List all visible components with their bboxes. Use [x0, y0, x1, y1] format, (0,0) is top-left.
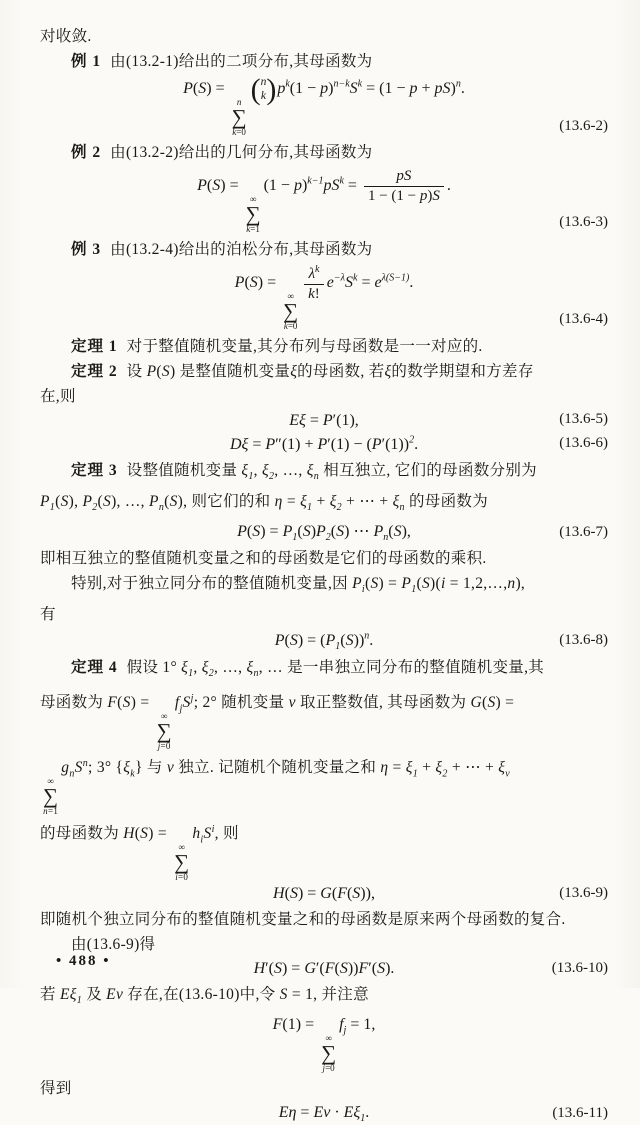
- equation-number: (13.6-3): [559, 214, 608, 231]
- theorem-4-line-1: 定理 4 假设 1° $\xi_1$, $\xi_2$, …, $\xi_n$, … 是一串独立同分布的整值随机变量,其: [71, 658, 545, 679]
- equation-number: (13.6-9): [559, 884, 608, 901]
- equation-number: (13.6-7): [559, 523, 608, 540]
- example-3-heading: 例 3 由(13.2-4)给出的泊松分布,其母函数为: [71, 240, 373, 258]
- theorem-2-line-1: 定理 2 设 P(S) 是整值随机变量ξ的母函数, 若ξ的数学期望和方差存: [71, 362, 534, 380]
- equation-13-6-9: [40, 884, 608, 905]
- paragraph-label: 定理 1: [71, 337, 118, 355]
- theorem-3-line-1: 定理 3 设整值随机变量 $\xi_1$, $\xi_2$, …, $\xi_n$ 相互独立, 它们的母函数分别为: [71, 461, 537, 482]
- special-case-line-1: 特别,对于独立同分布的整值随机变量,因 $P_i(S) = P_1(S)(i$ = 1,2,…,n),: [71, 575, 526, 596]
- equation-13-6-10: [40, 959, 608, 980]
- equation-number: (13.6-6): [559, 435, 608, 452]
- theorem-3-line-2: $P_1(S)$, $P_2(S)$, …, $P_n(S)$, 则它们的和 $\eta = \xi_1 + \xi_2$ + ⋯ + $\xi_n$ 的母函数为: [40, 492, 488, 514]
- example-2-heading: 例 2 由(13.2-2)给出的几何分布,其母函数为: [71, 144, 373, 162]
- equation-13-6-4: [40, 264, 608, 332]
- equation-body: F(1) = ∞ ∑ j=0 $f_j = 1$,: [272, 1016, 376, 1073]
- equation-body: $P(S) = (P_1(S))^n$.: [274, 630, 374, 652]
- equation-13-6-3: [40, 167, 608, 235]
- equation-body: P(S) = n ∑ k=0 ( n k ) $p^k(1 - p)^{n-k}S^k = (1 - p + pS)^n$.: [183, 73, 465, 138]
- theorem-1: 定理 1 对于整值随机变量,其分布列与母函数是一一对应的.: [71, 337, 483, 355]
- theorem-2-line-2: 在,则: [40, 387, 76, 405]
- equation-f-of-1: [40, 1015, 608, 1074]
- special-case-line-2: 有: [40, 606, 56, 624]
- equation-number: (13.6-5): [559, 411, 608, 428]
- equation-number: (13.6-8): [559, 632, 608, 649]
- page-number: • 488 •: [56, 953, 111, 969]
- paragraph-label: 定理 2: [71, 362, 118, 380]
- paragraph-label: 例 1: [71, 53, 102, 70]
- paragraph-label: 例 3: [71, 240, 102, 258]
- equation-body: P(S) = ∞ ∑ k=1 $(1 - p)^{k-1}pS^k$ = $\frac{pS}{1 - (1 - p)S}$ .: [197, 168, 451, 234]
- equation-13-6-6: [40, 434, 608, 456]
- equation-body: $D\xi = P''(1) + P'(1) - (P'(1))^2$.: [229, 434, 419, 454]
- equation-number: (13.6-2): [559, 117, 608, 134]
- equation-13-6-11: [40, 1103, 608, 1125]
- theorem-4-line-2: 母函数为 F(S) = ∞ ∑ j=0 $f_jS^j$; 2° 随机变量 ν 取正整数值, 其母函数为 G(S) =: [40, 692, 515, 751]
- equation-number: (13.6-10): [551, 959, 608, 976]
- page-content: [40, 24, 608, 1125]
- equation-number: (13.6-4): [559, 311, 608, 328]
- equation-body: P(S) = ∞ ∑ k=0 $\frac{\lambda^k}{k!}$ $e^{-\lambda}S^k = e^{\lambda(S-1)}$.: [234, 263, 414, 332]
- equation-body: H(S) = G(F(S)),: [273, 885, 375, 903]
- equation-body: Eξ = P′(1),: [289, 411, 359, 429]
- condition-line: 若 $E\xi_1$ 及 Eν 存在,在(13.6-10)中,令 S = 1, 并注意: [40, 986, 369, 1007]
- equation-body: $P(S) = P_1(S)P_2(S)$ ⋯ $P_n(S)$,: [237, 523, 411, 544]
- remark-composition: 即随机个独立同分布的整值随机变量之和的母函数是原来两个母函数的复合.: [40, 911, 566, 929]
- theorem-4-line-3: ∞ ∑ n=1 $g_nS^n$; 3° $\{\xi_k\}$ 与 ν 独立. 记随机个随机变量之和 $\eta = \xi_1 + \xi_2$ + ⋯ + $\xi_\nu$: [43, 758, 510, 817]
- intro-line: 对收敛.: [40, 28, 92, 45]
- equation-13-6-5: [40, 411, 608, 432]
- remark-product: 即相互独立的整值随机变量之和的母函数是它们的母函数的乘积.: [40, 550, 487, 568]
- equation-body: H′(S) = G′(F(S))F′(S).: [253, 960, 395, 978]
- equation-number: (13.6-11): [552, 1104, 608, 1121]
- paragraph-label: 定理 3: [71, 461, 118, 479]
- theorem-4-line-4: 的母函数为 H(S) = ∞ ∑ i=0 $h_iS^i$, 则: [40, 823, 239, 882]
- example-1-heading: 例 1 由(13.2-1)给出的二项分布,其母函数为: [71, 53, 373, 70]
- equation-13-6-2: [40, 73, 608, 138]
- equation-13-6-7: [40, 522, 608, 544]
- paragraph-label: 例 2: [71, 144, 102, 162]
- equation-13-6-8: [40, 629, 608, 653]
- paragraph-label: 定理 4: [71, 658, 118, 676]
- derivation-intro: 由(13.6-9)得: [71, 936, 156, 954]
- conclusion-intro: 得到: [40, 1079, 72, 1097]
- equation-body: $E\eta = E\nu \cdot E\xi_1$.: [278, 1103, 370, 1125]
